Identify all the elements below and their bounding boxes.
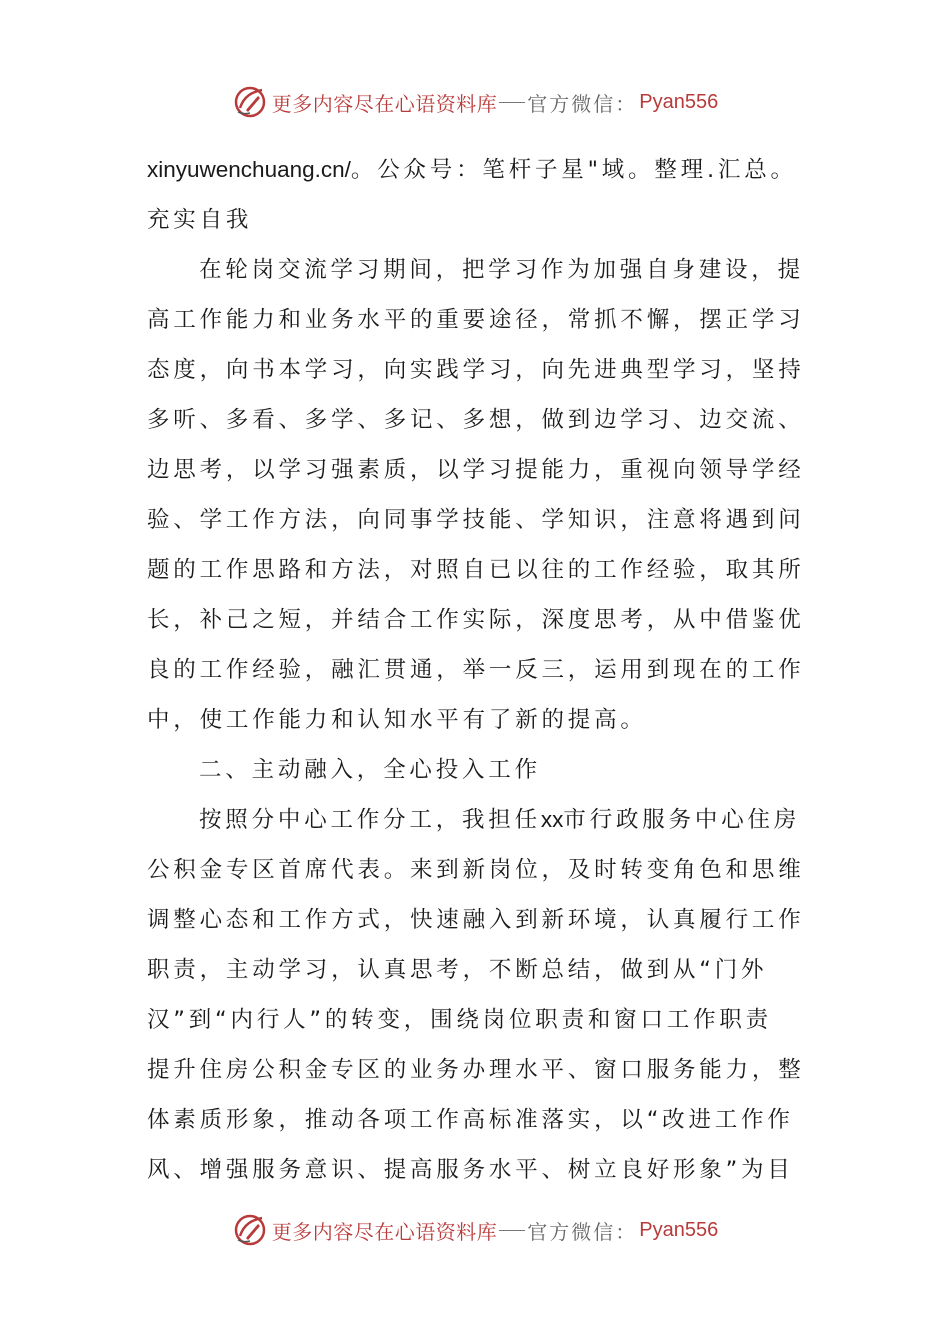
pen-logo-icon [232, 84, 268, 120]
text-line-19: 提升住房公积金专区的业务办理水平、窗口服务能力，整 [147, 1057, 805, 1083]
text-line-10: 长，补己之短，并结合工作实际，深度思考，从中借鉴优 [147, 607, 805, 633]
text-line-18: 汉”到“内行人”的转变，围绕岗位职责和窗口工作职责 [147, 1007, 772, 1033]
text-line-16: 调整心态和工作方式，快速融入到新环境，认真履行工作 [147, 907, 805, 933]
official-wechat-label: 官方微信： [527, 91, 638, 116]
text-line-15: 公积金专区首席代表。来到新岗位，及时转变角色和思维 [147, 857, 805, 883]
text-line-21: 风、增强服务意识、提高服务水平、树立良好形象”为目 [147, 1157, 794, 1183]
divider-dash [499, 1230, 525, 1231]
brand-text: 更多内容尽在心语资料库 [271, 91, 498, 116]
document-body [147, 145, 807, 1195]
brand-text: 更多内容尽在心语资料库 [271, 1219, 498, 1244]
line-text: 按照分中心工作分工，我担任 [199, 807, 541, 833]
divider-dash [499, 102, 525, 103]
text-line-1 [147, 145, 807, 195]
text-line-17: 职责，主动学习，认真思考，不断总结，做到从“门外 [147, 957, 768, 983]
text-line-9: 题的工作思路和方法，对照自已以往的工作经验，取其所 [147, 557, 805, 583]
xx-text: xx [540, 807, 564, 832]
section-heading: 二、主动融入，全心投入工作 [199, 757, 541, 783]
line-text: 市行政服务中心住房 [563, 807, 801, 833]
text-line-5: 态度，向书本学习，向实践学习，向先进典型学习，坚持 [147, 357, 805, 383]
paragraph-start-2 [147, 795, 807, 845]
wechat-handle: Pyan556 [639, 1218, 719, 1241]
text-line-8: 验、学工作方法，向同事学技能、学知识，注意将遇到问 [147, 507, 805, 533]
official-wechat-label: 官方微信： [527, 1219, 638, 1244]
text-line-7: 边思考，以学习强素质，以学习提能力，重视向领导学经 [147, 457, 805, 483]
footer-banner [0, 1210, 950, 1250]
text-line-12: 中，使工作能力和认知水平有了新的提高。 [147, 707, 647, 733]
text-line-20: 体素质形象，推动各项工作高标准落实，以“改进工作作 [147, 1107, 794, 1133]
text-line-11: 良的工作经验，融汇贯通，举一反三，运用到现在的工作 [147, 657, 805, 683]
paragraph-start: 在轮岗交流学习期间，把学习作为加强自身建设，提 [199, 257, 804, 283]
wechat-handle: Pyan556 [639, 90, 719, 113]
line-text: 。公众号：笔杆子星"域。整理.汇总。 [350, 157, 797, 183]
website-text: xinyuwenchuang.cn/ [147, 157, 351, 182]
pen-logo-icon [232, 1212, 268, 1248]
text-line-4: 高工作能力和业务水平的重要途径，常抓不懈，摆正学习 [147, 307, 805, 333]
text-line-2: 充实自我 [147, 207, 253, 233]
header-banner [0, 82, 950, 122]
text-line-6: 多听、多看、多学、多记、多想，做到边学习、边交流、 [147, 407, 805, 433]
